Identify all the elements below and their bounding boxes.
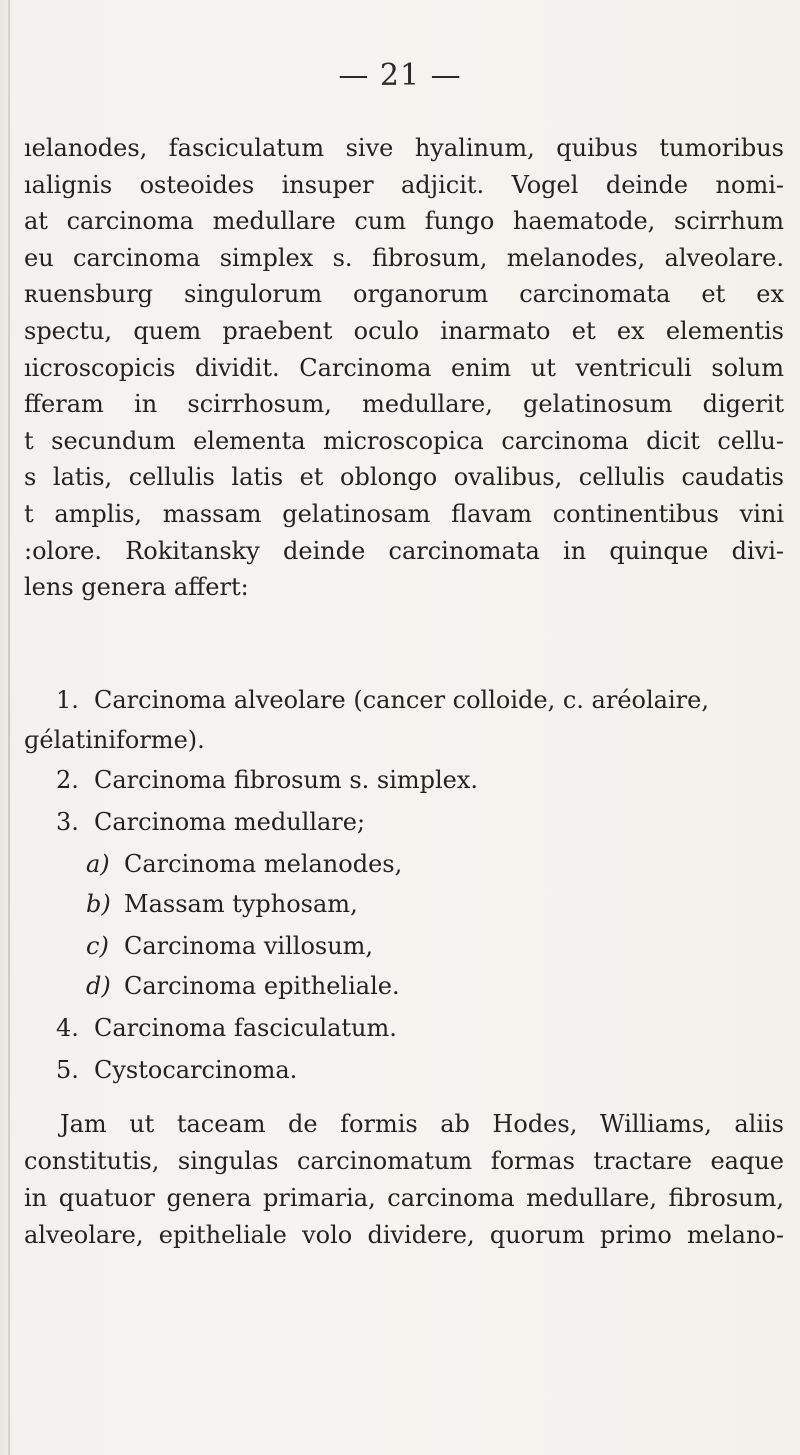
page-gutter [8, 0, 10, 1455]
text-line: ʀuensburg singulorum organorum carcinomata et ex [24, 280, 784, 309]
text-line: spectu, quem praebent oculo inarmato et ex elementis [24, 316, 784, 345]
list-item-1-continuation: ɡélatiniforme). [24, 726, 205, 754]
sub-text: Carcinoma villosum, [124, 932, 374, 960]
list-item-2 [56, 766, 478, 794]
text-line: fferam in scirrhosum, medullare, gelatinosum digerit [24, 390, 784, 419]
list-item-3 [56, 808, 365, 836]
text-line: eu carcinoma simplex s. fibrosum, melanodes, alveolare. [24, 243, 784, 272]
sub-letter: a) [86, 850, 110, 878]
list-number: 3. [56, 808, 79, 836]
text-line: in quatuor genera primaria, carcinoma medullare, fibrosum, [24, 1184, 784, 1212]
sub-item-a [86, 850, 402, 878]
list-text: Carcinoma medullare; [94, 808, 366, 836]
sub-item-b [86, 890, 358, 918]
list-item-5 [56, 1056, 297, 1084]
paragraph-2 [24, 1106, 784, 1254]
page-number: — 21 — [338, 58, 462, 93]
text-line: ıelanodes, fasciculatum sive hyalinum, quibus tumoribus [24, 134, 784, 162]
text-line: ıalignis osteoides insuper adjicit. Vogel deinde nomi- [24, 170, 784, 199]
sub-item-d [86, 972, 400, 1000]
list-text: Cystocarcinoma. [94, 1056, 298, 1084]
text-line: :olore. Rokitansky deinde carcinomata in quinque divi- [24, 536, 784, 565]
list-text: Carcinoma fibrosum s. simplex. [94, 766, 479, 794]
list-number: 2. [56, 766, 79, 794]
list-number: 1. [56, 686, 79, 714]
text-line: t amplis, massam gelatinosam flavam continentibus vini [24, 499, 784, 528]
list-number: 5. [56, 1056, 79, 1084]
sub-letter: d) [86, 972, 111, 1000]
sub-letter: b) [86, 890, 111, 918]
text-line: Jam ut taceam de formis ab Hodes, Williams, aliis [60, 1110, 784, 1138]
list-number: 4. [56, 1014, 79, 1042]
list-text: Carcinoma fasciculatum. [94, 1014, 397, 1042]
text-line: s latis, cellulis latis et oblongo ovalibus, cellulis caudatis [24, 463, 784, 492]
text-line: lens genera affert: [24, 573, 249, 602]
list-text: Carcinoma alveolare (cancer colloide, c. aréolaire, [94, 686, 709, 714]
text-line: alveolare, epitheliale volo dividere, quorum primo melano- [24, 1221, 784, 1249]
text-line: t secundum elementa microscopica carcinoma dicit cellu- [24, 426, 784, 455]
text-line: ıicroscopicis dividit. Carcinoma enim ut ventriculi solum [24, 353, 784, 382]
sub-item-c [86, 932, 373, 960]
paragraph-1 [24, 130, 784, 606]
text-line: constitutis, singulas carcinomatum formas tractare eaque [24, 1147, 784, 1175]
list-item-1 [56, 686, 709, 714]
text-line: at carcinoma medullare cum fungo haematode, scirrhum [24, 207, 784, 236]
sub-text: Carcinoma melanodes, [124, 850, 403, 878]
sub-text: Carcinoma epitheliale. [124, 972, 400, 1000]
list-item-4 [56, 1014, 397, 1042]
sub-letter: c) [86, 932, 109, 960]
sub-text: Massam typhosam, [124, 890, 358, 918]
